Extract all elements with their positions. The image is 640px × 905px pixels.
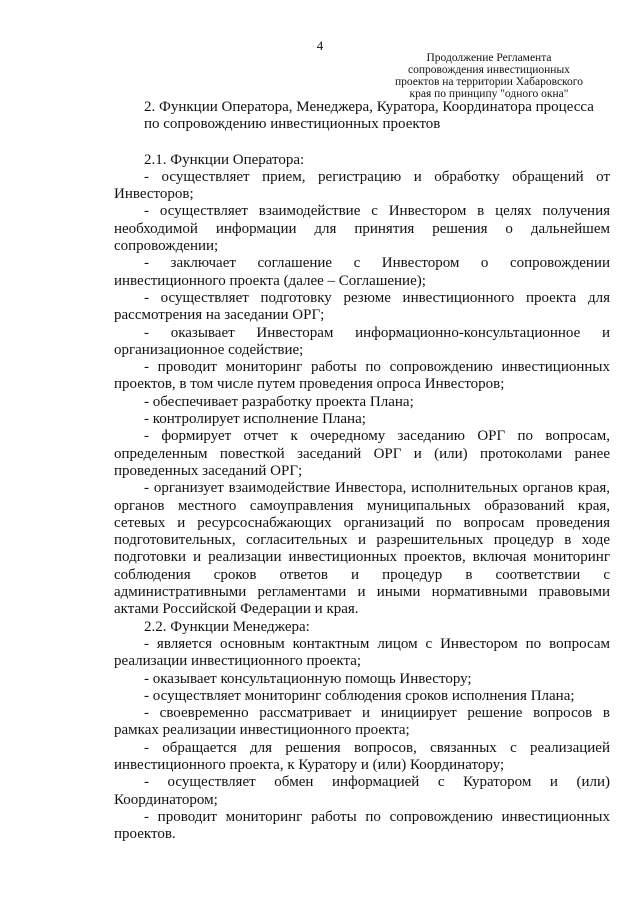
list-item: - осуществляет взаимодействие с Инвестором в целях получения необходимой информации для принятия решения о дальнейшем сопровождении; — [114, 203, 610, 255]
list-item: - формирует отчет к очередному заседанию ОРГ по вопросам, определенным повесткой заседаний ОРГ и (или) протоколами ранее проведенных заседаний ОРГ; — [114, 428, 610, 479]
header-note-line: сопровождения инвестиционных — [408, 64, 570, 76]
list-item: - осуществляет обмен информацией с Куратором и (или) Координатором; — [114, 774, 610, 808]
manager-functions-list — [114, 636, 610, 844]
list-item: - оказывает Инвесторам информационно-консультационное и организационное содействие; — [114, 324, 610, 358]
list-item: - осуществляет прием, регистрацию и обработку обращений от Инвесторов; — [114, 168, 610, 203]
list-item: - оказывает консультационную помощь Инвестору; — [144, 670, 472, 687]
list-item: - своевременно рассматривает и инициирует решение вопросов в рамках реализации инвестиционного проекта; — [114, 705, 610, 739]
header-note — [380, 52, 598, 100]
list-item: - является основным контактным лицом с Инвестором по вопросам реализации инвестиционного проекта; — [114, 635, 610, 670]
list-item: - проводит мониторинг работы по сопровождению инвестиционных проектов. — [114, 808, 610, 843]
section-title-line: по сопровождению инвестиционных проектов — [144, 116, 441, 133]
list-item: - проводит мониторинг работы по сопровождению инвестиционных проектов, в том числе путем проведения опроса Инвесторов; — [114, 359, 610, 393]
operator-functions-list — [114, 169, 610, 619]
operator-heading: 2.1. Функции Оператора: — [144, 151, 305, 168]
list-item: - заключает соглашение с Инвестором о сопровождении инвестиционного проекта (далее – Соглашение); — [114, 255, 610, 289]
list-item: - обеспечивает разработку проекта Плана; — [144, 393, 414, 410]
manager-heading: 2.2. Функции Менеджера: — [144, 618, 310, 635]
list-item: - организует взаимодействие Инвестора, исполнительных органов края, органов местного самоуправления муниципальных образований края, сетевых и ресурсоснабжающих организаций по вопросам проведения подготовительных, согласительных и разрешительных процедур в ходе подготовки и реализации инвестиционных проектов, включая мониторинг соблюдения сроков ответов и процедур в соответствии с административными регламентами и иными нормативными правовыми актами Российской Федерации и края. — [114, 480, 610, 618]
list-item: - контролирует исполнение Плана; — [144, 411, 366, 428]
header-note-line: Продолжение Регламента — [426, 52, 552, 64]
list-item: - осуществляет мониторинг соблюдения сроков исполнения Плана; — [144, 687, 575, 704]
list-item: - обращается для решения вопросов, связанных с реализацией инвестиционного проекта, к Куратору и (или) Координатору; — [114, 739, 610, 773]
list-item: - осуществляет подготовку резюме инвестиционного проекта для рассмотрения на заседании ОРГ; — [114, 289, 610, 324]
document-body — [114, 99, 610, 843]
header-note-line: края по принципу "одного окна" — [409, 88, 569, 100]
header-note-line: проектов на территории Хабаровского — [394, 76, 583, 88]
page-number: 4 — [316, 38, 324, 53]
section-title-line: 2. Функции Оператора, Менеджера, Куратора, Координатора процесса — [144, 99, 594, 115]
section-title — [114, 99, 610, 134]
